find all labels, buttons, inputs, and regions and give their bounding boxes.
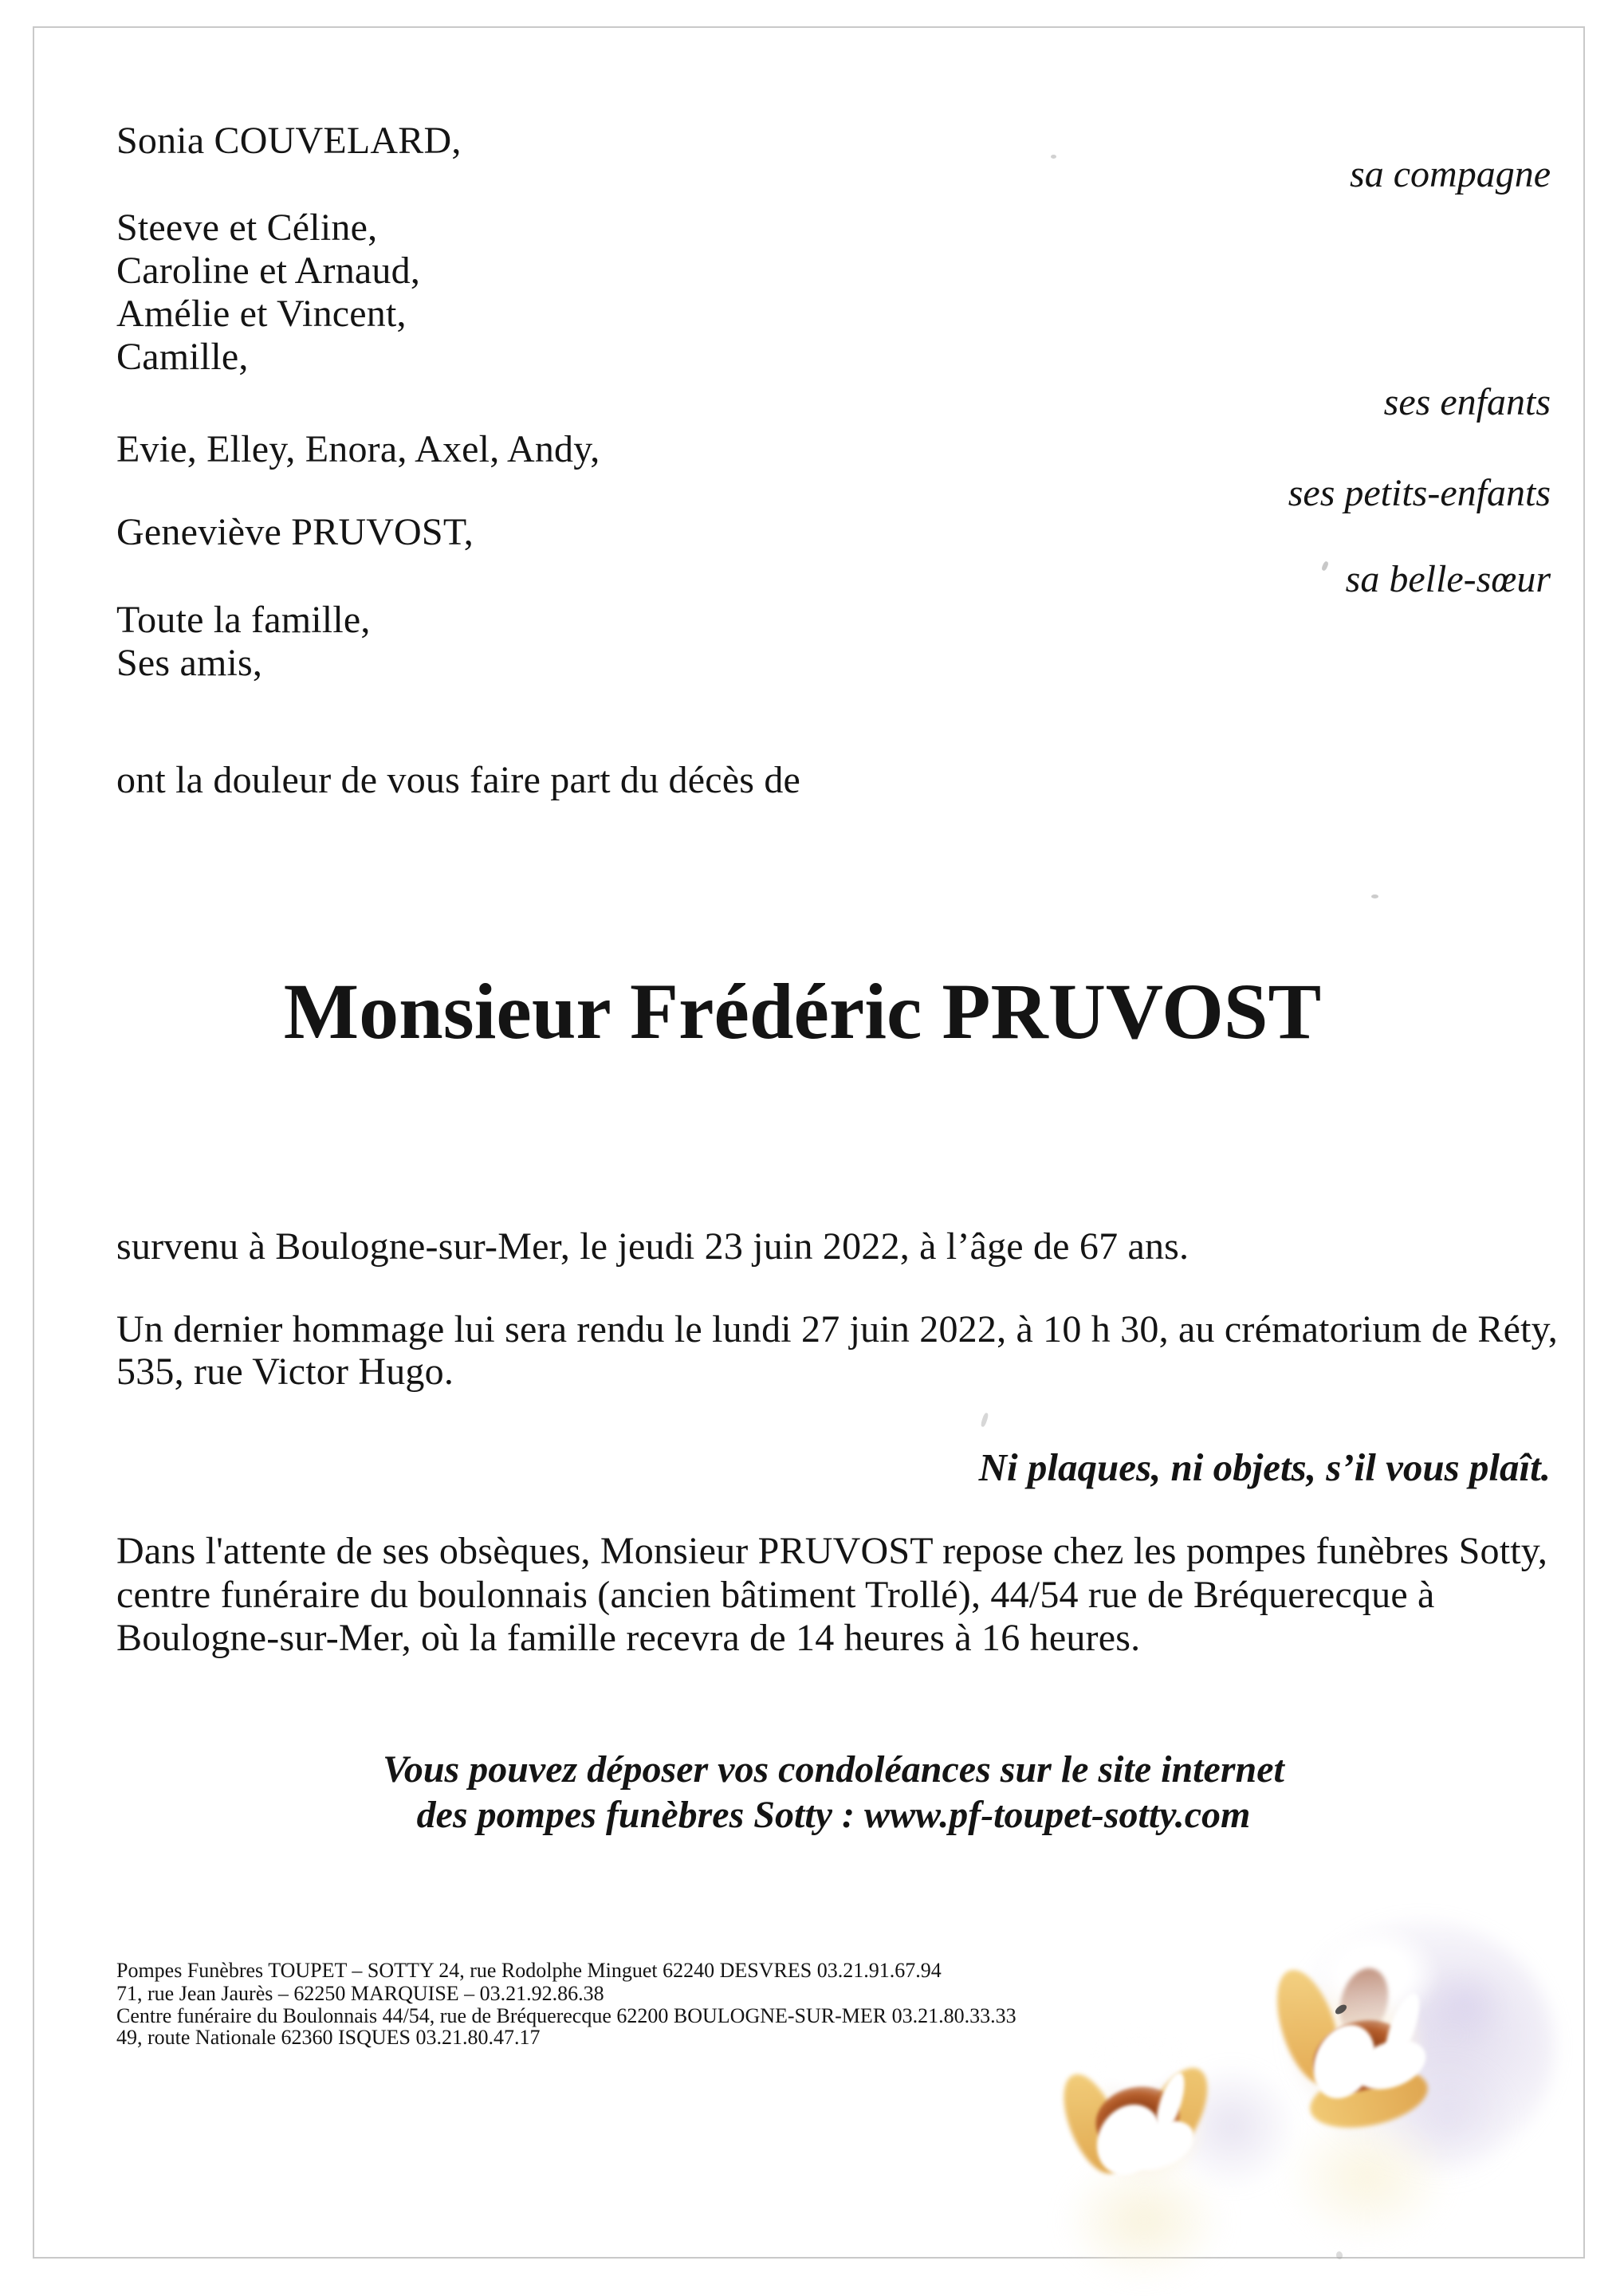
announcement-line: ont la douleur de vous faire part du décès de bbox=[116, 759, 801, 801]
child-name: Steeve et Céline, bbox=[116, 206, 378, 249]
companion-name: Sonia COUVELARD, bbox=[116, 120, 462, 162]
repose-line-2: centre funéraire du boulonnais (ancien bâtiment Trollé), 44/54 rue de Bréquerecque à bbox=[116, 1574, 1435, 1616]
child-name: Caroline et Arnaud, bbox=[116, 250, 421, 292]
footer-address-line: Centre funéraire du Boulonnais 44/54, rue de Bréquerecque 62200 BOULOGNE-SUR-MER 03.21.80.33.33 bbox=[116, 2004, 1016, 2027]
scan-speck bbox=[1051, 155, 1056, 159]
death-details-line: survenu à Boulogne-sur-Mer, le jeudi 23 juin 2022, à l’âge de 67 ans. bbox=[116, 1225, 1189, 1268]
child-name: Amélie et Vincent, bbox=[116, 293, 407, 335]
orchid-lavender-tint bbox=[1410, 1955, 1521, 2054]
sister-in-law-name: Geneviève PRUVOST, bbox=[116, 511, 474, 553]
condolences-line-1: Vous pouvez déposer vos condoléances sur le site internet bbox=[383, 1748, 1284, 1791]
sister-in-law-role: sa belle-sœur bbox=[1345, 558, 1551, 600]
repose-line-1: Dans l'attente de ses obsèques, Monsieur PRUVOST repose chez les pompes funèbres Sotty, bbox=[116, 1530, 1548, 1572]
repose-line-3: Boulogne-sur-Mer, où la famille recevra de 14 heures à 16 heures. bbox=[116, 1617, 1141, 1659]
scan-speck bbox=[980, 1413, 989, 1428]
request-line: Ni plaques, ni objets, s’il vous plaît. bbox=[978, 1445, 1551, 1489]
family-line: Toute la famille, bbox=[116, 599, 371, 641]
tribute-line-2: 535, rue Victor Hugo. bbox=[116, 1350, 454, 1393]
children-role: ses enfants bbox=[1383, 381, 1551, 423]
footer-address-line: Pompes Funèbres TOUPET – SOTTY 24, rue Rodolphe Minguet 62240 DESVRES 03.21.91.67.94 bbox=[116, 1959, 942, 1982]
deceased-name: Monsieur Frédéric PRUVOST bbox=[283, 967, 1322, 1056]
footer-address-line: 71, rue Jean Jaurès – 62250 MARQUISE – 03.21.92.86.38 bbox=[116, 1982, 604, 2005]
tribute-line-1: Un dernier hommage lui sera rendu le lundi 27 juin 2022, à 10 h 30, au crématorium de Réty, bbox=[116, 1308, 1558, 1350]
footer-address-line: 49, route Nationale 62360 ISQUES 03.21.80.47.17 bbox=[116, 2026, 541, 2049]
grandchildren-names: Evie, Elley, Enora, Axel, Andy, bbox=[116, 428, 600, 470]
child-name: Camille, bbox=[116, 336, 249, 378]
scan-speck bbox=[1371, 894, 1378, 898]
companion-role: sa compagne bbox=[1350, 153, 1551, 195]
scan-border bbox=[33, 26, 1585, 2259]
grandchildren-role: ses petits-enfants bbox=[1288, 472, 1551, 514]
scan-speck bbox=[1321, 560, 1329, 571]
condolences-line-2: des pompes funèbres Sotty : www.pf-toupet-sotty.com bbox=[416, 1794, 1251, 1836]
friends-line: Ses amis, bbox=[116, 642, 263, 684]
